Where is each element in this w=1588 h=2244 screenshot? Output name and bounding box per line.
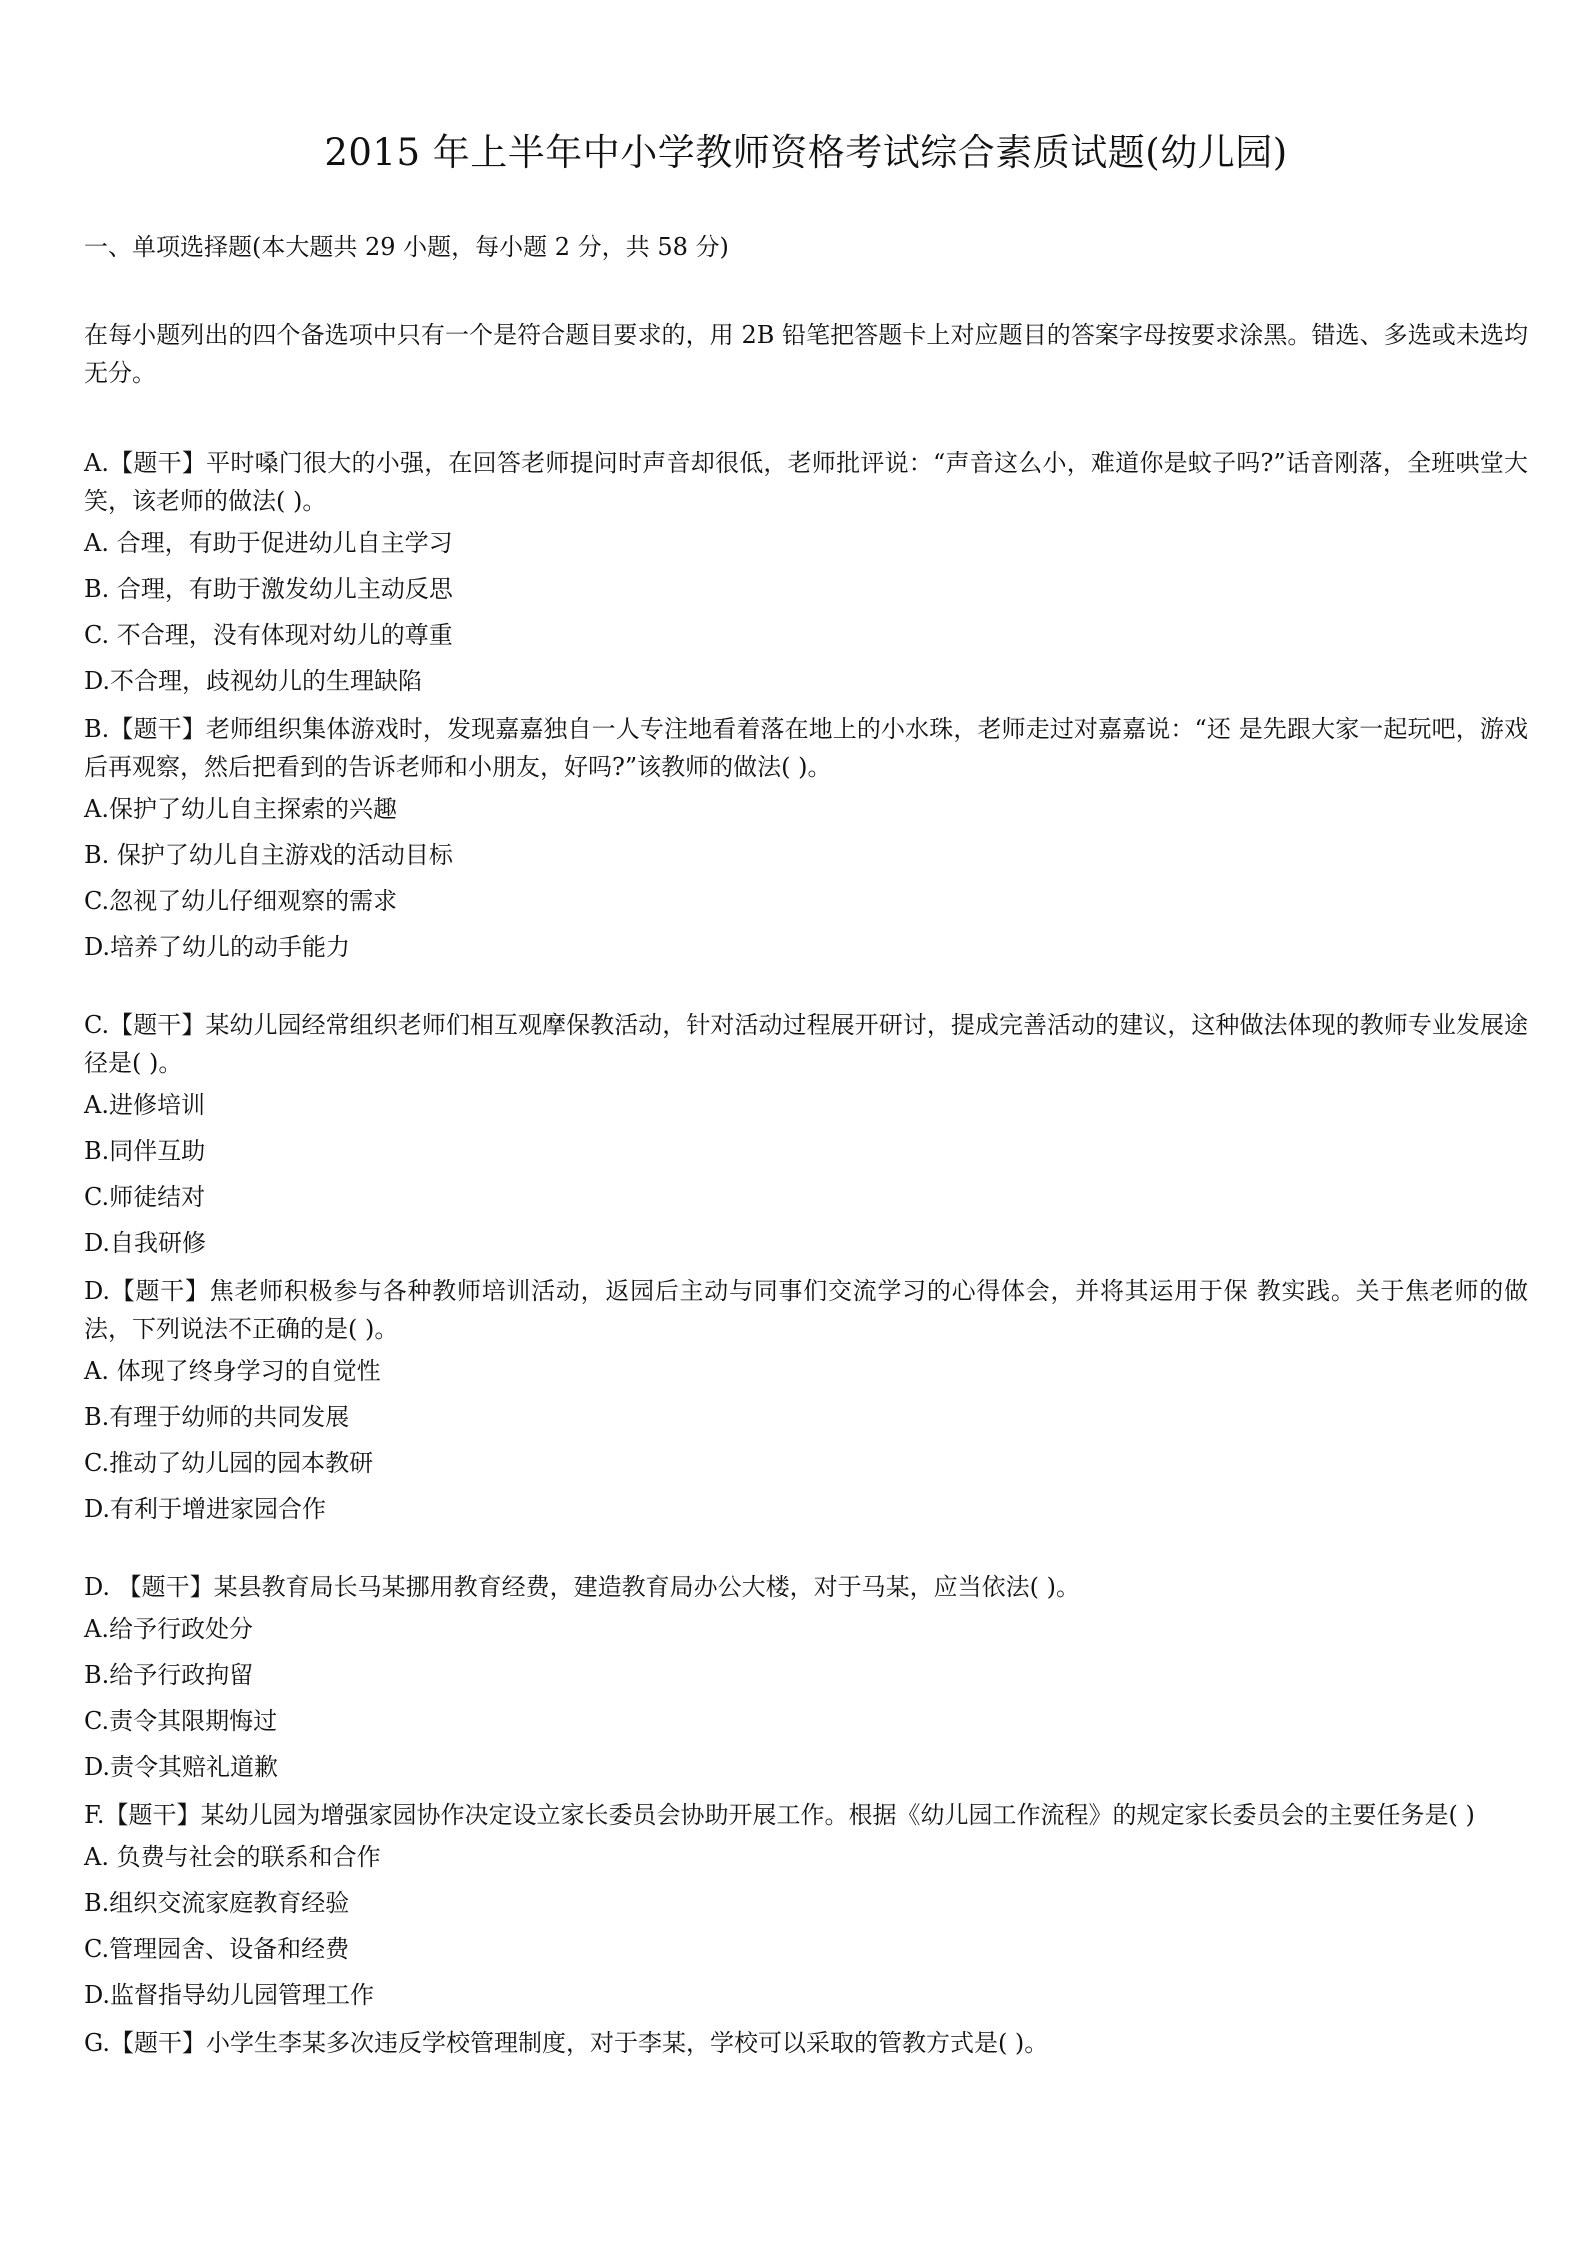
option-c: C.责令其限期悔过 xyxy=(84,1707,278,1735)
option-d: D.责令其赔礼道歉 xyxy=(84,1753,279,1781)
question-4 xyxy=(84,1272,1528,1526)
option-c: C. 不合理，没有体现对幼儿的尊重 xyxy=(84,621,453,649)
option-a: A.进修培训 xyxy=(84,1091,205,1119)
option-b: B. 保护了幼儿自主游戏的活动目标 xyxy=(84,841,453,869)
option-a: A. 合理，有助于促进幼儿自主学习 xyxy=(84,529,453,557)
option-c: C.管理园舍、设备和经费 xyxy=(84,1935,350,1963)
option-a: A. 负费与社会的联系和合作 xyxy=(84,1843,381,1871)
question-stem: A.【题干】平时嗓门很大的小强，在回答老师提问时声音却很低，老师批评说：“声音这么小，难道你是蚊子吗?”话音刚落，全班哄堂大笑，该老师的做法( )。 xyxy=(84,449,1528,515)
option-b: B.给予行政拘留 xyxy=(84,1661,254,1689)
question-stem: G.【题干】小学生李某多次违反学校管理制度，对于李某，学校可以采取的管教方式是( )。 xyxy=(84,2029,1049,2057)
question-6 xyxy=(84,1796,1528,2012)
option-d: D.监督指导幼儿园管理工作 xyxy=(84,1981,375,2009)
option-a: A.给予行政处分 xyxy=(84,1615,253,1643)
option-d: D.自我研修 xyxy=(84,1229,207,1257)
option-b: B.有理于幼师的共同发展 xyxy=(84,1403,350,1431)
question-stem: C.【题干】某幼儿园经常组织老师们相互观摩保教活动，针对活动过程展开研讨，提成完善活动的建议，这种做法体现的教师专业发展途径是( )。 xyxy=(84,1011,1528,1077)
question-stem: F.【题干】某幼儿园为增强家园协作决定设立家长委员会协助开展工作。根据《幼儿园工作流程》的规定家长委员会的主要任务是( ) xyxy=(84,1801,1475,1829)
option-d: D.培养了幼儿的动手能力 xyxy=(84,933,351,961)
option-b: B. 合理，有助于激发幼儿主动反思 xyxy=(84,575,453,603)
option-d: D.不合理，歧视幼儿的生理缺陷 xyxy=(84,667,423,695)
option-a: A. 体现了终身学习的自觉性 xyxy=(84,1357,381,1385)
question-1 xyxy=(84,444,1528,698)
question-5 xyxy=(84,1568,1528,1784)
question-stem: D.【题干】焦老师积极参与各种教师培训活动，返园后主动与同事们交流学习的心得体会，并将其运用于保 教实践。关于焦老师的做法，下列说法不正确的是( )。 xyxy=(84,1277,1528,1343)
option-d: D.有利于增进家园合作 xyxy=(84,1495,327,1523)
option-a: A.保护了幼儿自主探索的兴趣 xyxy=(84,795,397,823)
option-c: C.推动了幼儿园的园本教研 xyxy=(84,1449,374,1477)
question-stem: D. 【题干】某县教育局长马某挪用教育经费，建造教育局办公大楼，对于马某，应当依法( )。 xyxy=(84,1573,1080,1601)
option-c: C.师徒结对 xyxy=(84,1183,206,1211)
question-stem: B.【题干】老师组织集体游戏时，发现嘉嘉独自一人专注地看着落在地上的小水珠，老师走过对嘉嘉说：“还 是先跟大家一起玩吧，游戏后再观察，然后把看到的告诉老师和小朋友，好吗?”该教师的做法( )。 xyxy=(84,715,1528,781)
instructions-text: 在每小题列出的四个备选项中只有一个是符合题目要求的，用 2B 铅笔把答题卡上对应题目的答案字母按要求涂黑。错选、多选或未选均无分。 xyxy=(84,321,1528,387)
section-heading: 一、单项选择题(本大题共 29 小题，每小题 2 分，共 58 分) xyxy=(84,233,729,261)
question-7 xyxy=(84,2024,1528,2062)
option-c: C.忽视了幼儿仔细观察的需求 xyxy=(84,887,398,915)
option-b: B.同伴互助 xyxy=(84,1137,206,1165)
question-3 xyxy=(84,1006,1528,1260)
page-title: 2015 年上半年中小学教师资格考试综合素质试题(幼儿园) xyxy=(324,131,1288,174)
option-b: B.组织交流家庭教育经验 xyxy=(84,1889,350,1917)
question-2 xyxy=(84,710,1528,964)
